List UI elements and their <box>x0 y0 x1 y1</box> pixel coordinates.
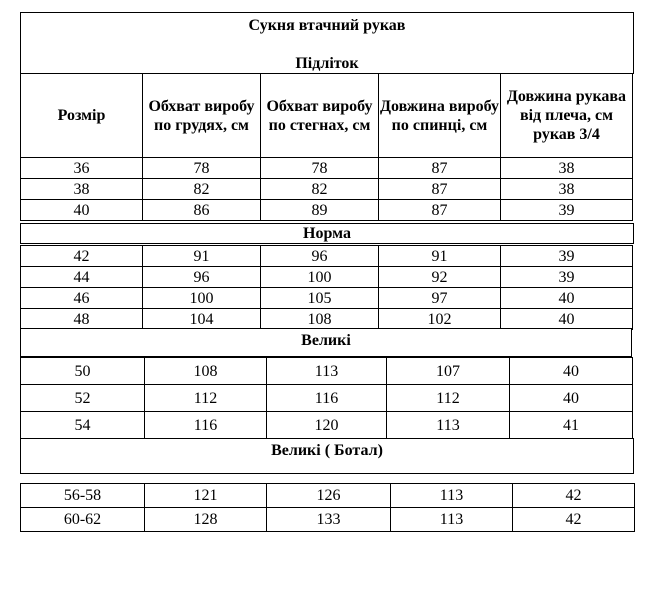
cell-hips: 100 <box>261 267 379 288</box>
cell-hips: 116 <box>267 385 387 412</box>
cell-chest: 86 <box>143 200 261 221</box>
table-row <box>21 158 633 179</box>
table-row <box>21 309 633 330</box>
cell-hips: 120 <box>267 412 387 439</box>
cell-chest: 121 <box>145 484 267 508</box>
cell-size: 54 <box>21 412 145 439</box>
cell-size: 44 <box>21 267 143 288</box>
table-title: Сукня втачний рукав <box>248 17 406 34</box>
cell-back: 87 <box>379 200 501 221</box>
header-hips: Обхват виробу по стегнах, см <box>261 74 379 158</box>
table-row <box>21 179 633 200</box>
cell-size: 52 <box>21 385 145 412</box>
cell-size: 42 <box>21 246 143 267</box>
cell-hips: 133 <box>267 508 391 532</box>
cell-hips: 78 <box>261 158 379 179</box>
cell-size: 46 <box>21 288 143 309</box>
cell-chest: 108 <box>145 358 267 385</box>
cell-back: 107 <box>387 358 510 385</box>
cell-back: 87 <box>379 158 501 179</box>
cell-hips: 89 <box>261 200 379 221</box>
cell-sleeve: 39 <box>501 246 633 267</box>
cell-hips: 105 <box>261 288 379 309</box>
cell-chest: 112 <box>145 385 267 412</box>
cell-size: 50 <box>21 358 145 385</box>
table-row <box>21 484 635 508</box>
table-row <box>21 267 633 288</box>
table-row <box>21 385 633 412</box>
cell-hips: 113 <box>267 358 387 385</box>
header-size: Розмір <box>21 74 143 158</box>
section-label-large-botal-text: Великі ( Ботал) <box>271 442 383 459</box>
cell-sleeve: 40 <box>510 385 633 412</box>
cell-chest: 91 <box>143 246 261 267</box>
cell-sleeve: 40 <box>510 358 633 385</box>
cell-chest: 82 <box>143 179 261 200</box>
cell-chest: 100 <box>143 288 261 309</box>
table-row <box>21 246 633 267</box>
cell-hips: 126 <box>267 484 391 508</box>
cell-back: 92 <box>379 267 501 288</box>
cell-hips: 108 <box>261 309 379 330</box>
table-row <box>21 288 633 309</box>
cell-hips: 96 <box>261 246 379 267</box>
cell-chest: 78 <box>143 158 261 179</box>
cell-sleeve: 41 <box>510 412 633 439</box>
cell-size: 36 <box>21 158 143 179</box>
table-row <box>21 508 635 532</box>
cell-size: 56-58 <box>21 484 145 508</box>
section-label-large-botal <box>20 438 634 474</box>
table-row <box>21 200 633 221</box>
section-label-norma: Норма <box>20 223 634 244</box>
cell-sleeve: 39 <box>501 267 633 288</box>
cell-back: 97 <box>379 288 501 309</box>
table-row <box>21 412 633 439</box>
cell-sleeve: 38 <box>501 179 633 200</box>
cell-back: 113 <box>391 508 513 532</box>
cell-back: 112 <box>387 385 510 412</box>
cell-sleeve: 42 <box>513 484 635 508</box>
cell-chest: 104 <box>143 309 261 330</box>
cell-chest: 128 <box>145 508 267 532</box>
size-table-teen <box>20 73 633 221</box>
cell-size: 40 <box>21 200 143 221</box>
cell-back: 91 <box>379 246 501 267</box>
header-sleeve-length: Довжина рукава від плеча, см рукав 3/4 <box>501 74 633 158</box>
cell-size: 60-62 <box>21 508 145 532</box>
cell-chest: 116 <box>145 412 267 439</box>
cell-size: 38 <box>21 179 143 200</box>
section-label-large: Великі <box>20 328 632 357</box>
size-table-large-botal <box>20 483 635 532</box>
cell-back: 113 <box>387 412 510 439</box>
cell-back: 87 <box>379 179 501 200</box>
cell-size: 48 <box>21 309 143 330</box>
cell-sleeve: 38 <box>501 158 633 179</box>
header-row <box>21 74 633 158</box>
title-box <box>20 12 634 74</box>
size-table-norma <box>20 245 633 330</box>
group-label-teen: Підліток <box>295 55 359 72</box>
cell-sleeve: 40 <box>501 288 633 309</box>
cell-back: 113 <box>391 484 513 508</box>
header-chest: Обхват виробу по грудях, см <box>143 74 261 158</box>
cell-chest: 96 <box>143 267 261 288</box>
cell-sleeve: 42 <box>513 508 635 532</box>
table-row <box>21 358 633 385</box>
cell-sleeve: 39 <box>501 200 633 221</box>
cell-sleeve: 40 <box>501 309 633 330</box>
cell-back: 102 <box>379 309 501 330</box>
cell-hips: 82 <box>261 179 379 200</box>
size-table-large <box>20 357 633 439</box>
header-back-length: Довжина виробу по спинці, см <box>379 74 501 158</box>
